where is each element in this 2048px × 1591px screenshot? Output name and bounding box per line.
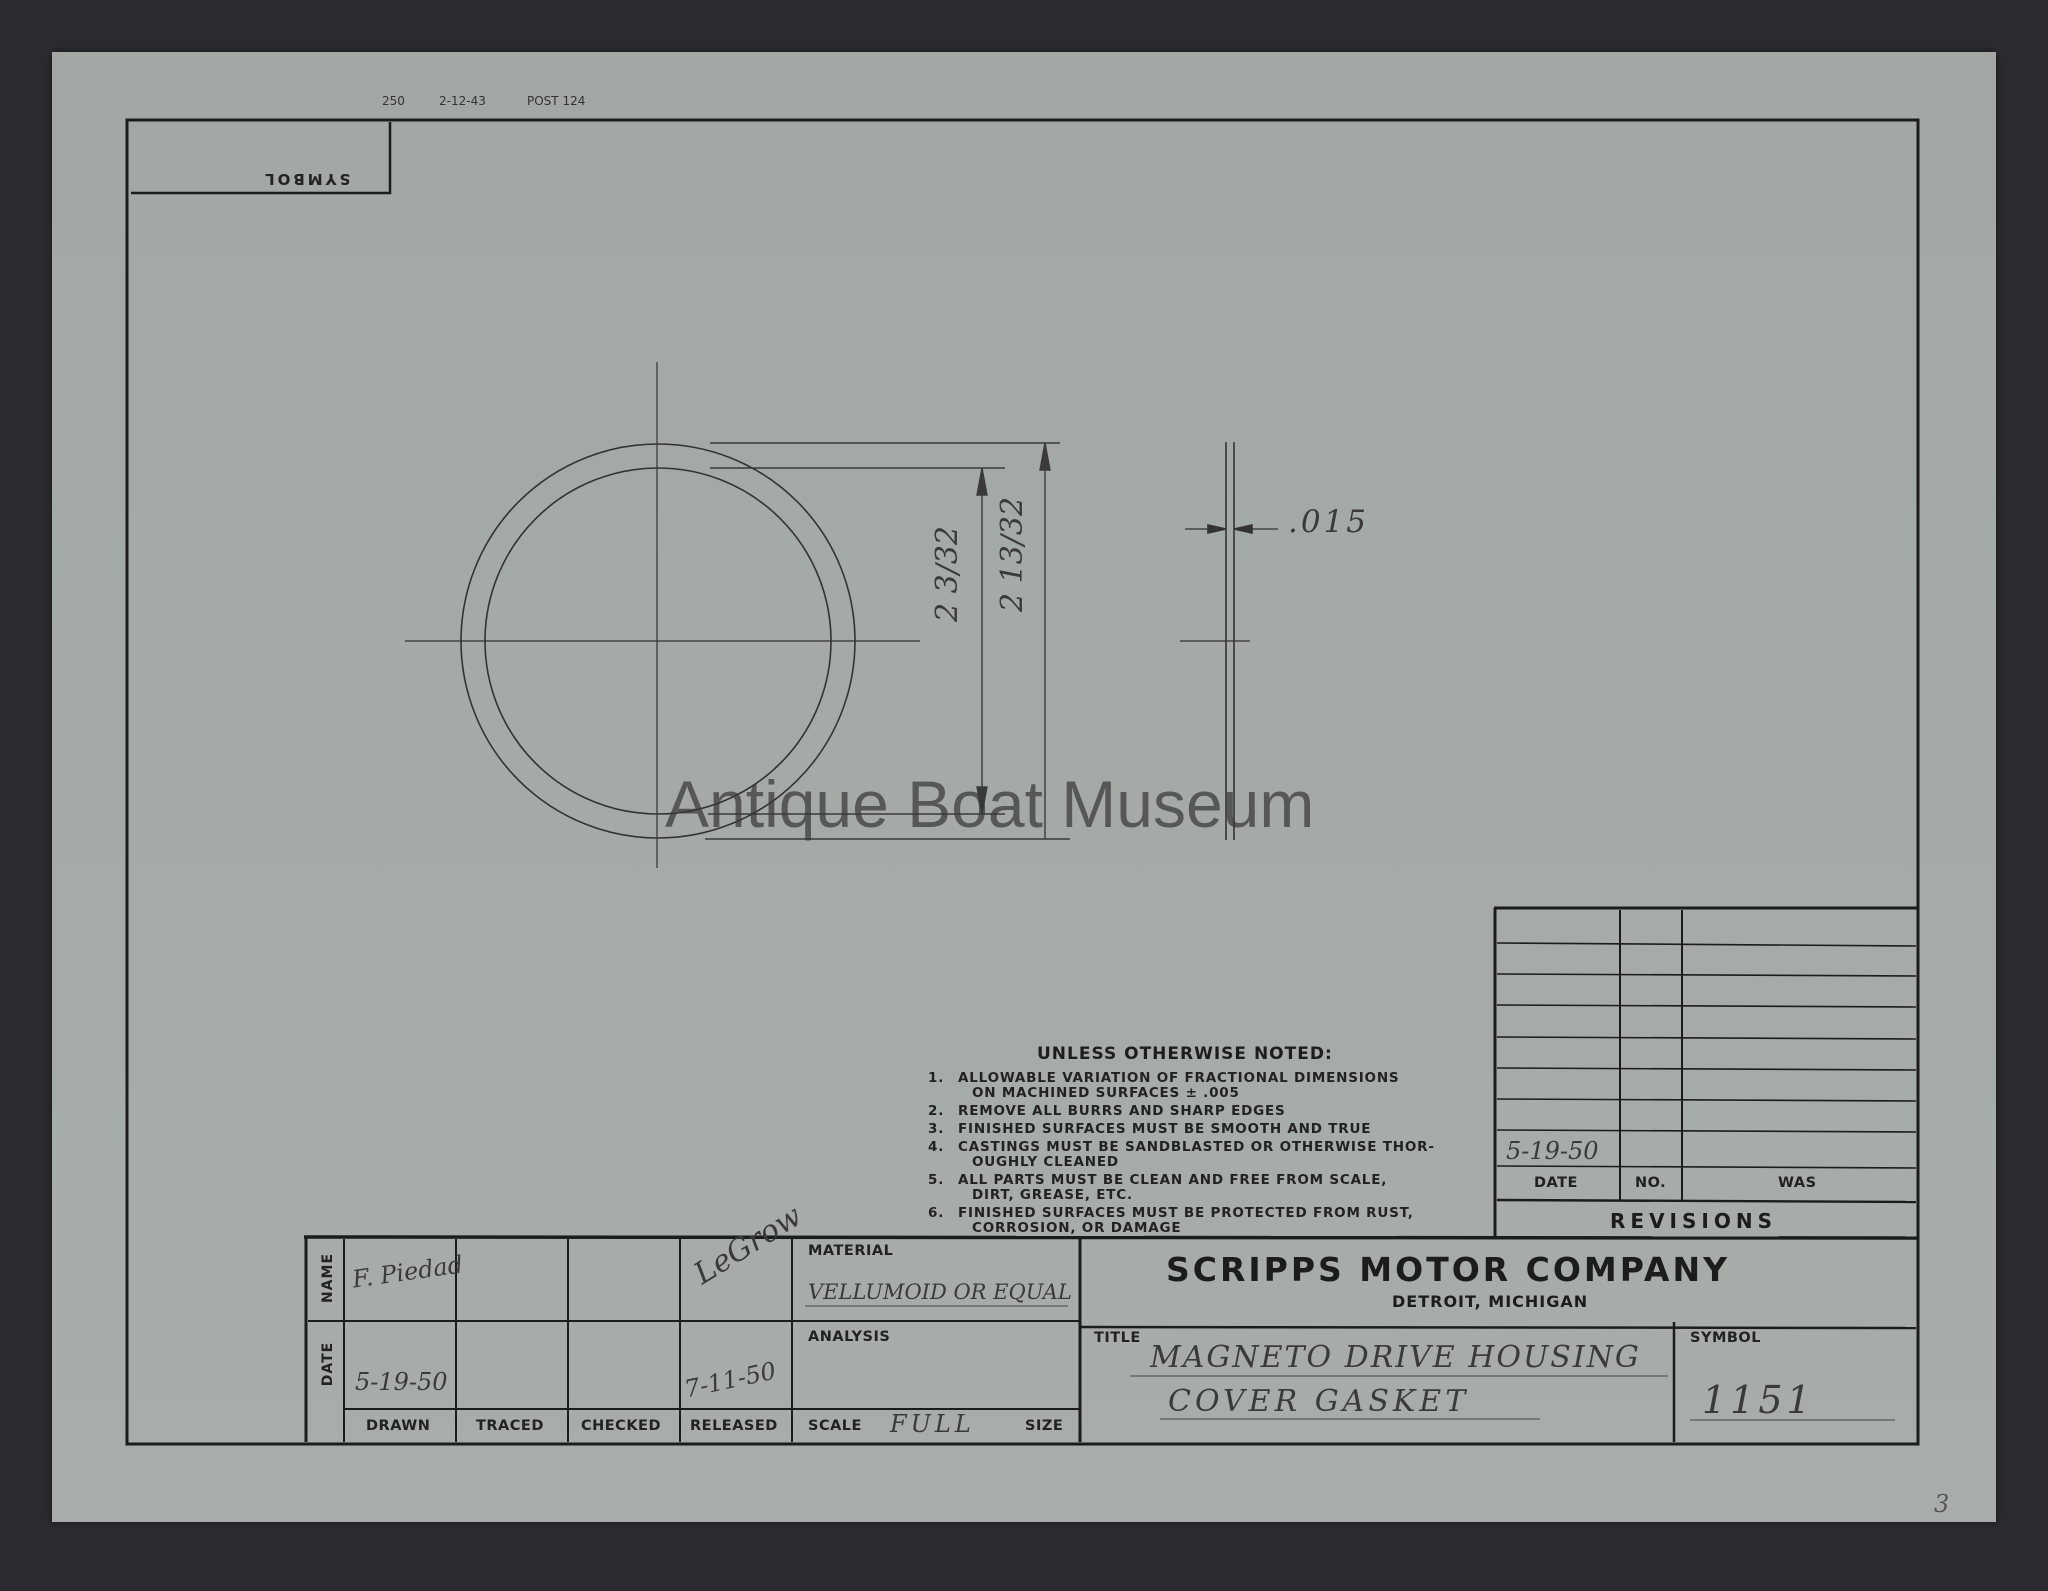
notes-title: UNLESS OTHERWISE NOTED: — [1037, 1044, 1333, 1064]
note-item: 2. REMOVE ALL BURRS AND SHARP EDGES — [928, 1103, 1286, 1119]
scale-label: SCALE — [808, 1418, 862, 1434]
column-label-checked: CHECKED — [581, 1418, 662, 1434]
column-label-traced: TRACED — [476, 1418, 544, 1434]
dimension-inner-diameter: 2 3/32 — [930, 526, 965, 622]
revisions-col-no: NO. — [1635, 1175, 1667, 1191]
revision-entry-date: 5-19-50 — [1506, 1137, 1599, 1165]
company-name: SCRIPPS MOTOR COMPANY — [1166, 1250, 1730, 1289]
note-item: 5. ALL PARTS MUST BE CLEAN AND FREE FROM SCALE, DIRT, GREASE, ETC. — [928, 1172, 1388, 1203]
title-label: TITLE — [1094, 1330, 1141, 1346]
revisions-col-date: DATE — [1534, 1175, 1578, 1191]
dimension-thickness: .015 — [1288, 504, 1370, 540]
symbol-corner-box — [131, 122, 390, 193]
notes-list — [928, 1071, 1468, 1236]
symbol-box-label: SYMBOL — [262, 170, 351, 188]
revisions-title: REVISIONS — [1610, 1209, 1777, 1233]
material-value: VELLUMOID OR EQUAL — [808, 1280, 1072, 1304]
drawn-date: 5-19-50 — [355, 1368, 448, 1396]
size-label: SIZE — [1025, 1418, 1064, 1434]
symbol-value: 1151 — [1702, 1378, 1815, 1422]
page-number: 3 — [1934, 1490, 1950, 1518]
dimension-outer-diameter: 2 13/32 — [995, 496, 1030, 612]
row-label-date: DATE — [320, 1341, 336, 1387]
note-item: 4. CASTINGS MUST BE SANDBLASTED OR OTHERWISE THOR- OUGHLY CLEANED — [928, 1139, 1435, 1170]
watermark-text: Antique Boat Museum — [665, 767, 1315, 841]
drawing-title-line1: MAGNETO DRIVE HOUSING — [1150, 1340, 1641, 1375]
material-label: MATERIAL — [808, 1243, 894, 1259]
header-code-3: POST 124 — [527, 94, 586, 108]
analysis-label: ANALYSIS — [808, 1329, 891, 1345]
note-item: 1. ALLOWABLE VARIATION OF FRACTIONAL DIMENSIONS ON MACHINED SURFACES ± .005 — [928, 1070, 1400, 1101]
scale-value: FULL — [890, 1410, 975, 1438]
drawing-title-line2: COVER GASKET — [1168, 1384, 1470, 1419]
drawn-by-name: F. Piedad — [350, 1250, 465, 1294]
revisions-col-was: WAS — [1778, 1175, 1817, 1191]
column-label-drawn: DRAWN — [366, 1418, 431, 1434]
released-by-name: LeGrow — [688, 1198, 809, 1292]
row-label-name: NAME — [320, 1252, 336, 1304]
company-city: DETROIT, MICHIGAN — [1392, 1292, 1589, 1311]
note-item: 6. FINISHED SURFACES MUST BE PROTECTED FROM RUST, CORROSION, OR DAMAGE — [928, 1205, 1414, 1236]
header-code-2: 2-12-43 — [439, 94, 486, 108]
note-item: 3. FINISHED SURFACES MUST BE SMOOTH AND TRUE — [928, 1121, 1372, 1137]
symbol-label: SYMBOL — [1690, 1330, 1761, 1346]
column-label-released: RELEASED — [690, 1418, 778, 1434]
released-date: 7-11-50 — [682, 1356, 779, 1404]
header-code-1: 250 — [382, 94, 405, 108]
